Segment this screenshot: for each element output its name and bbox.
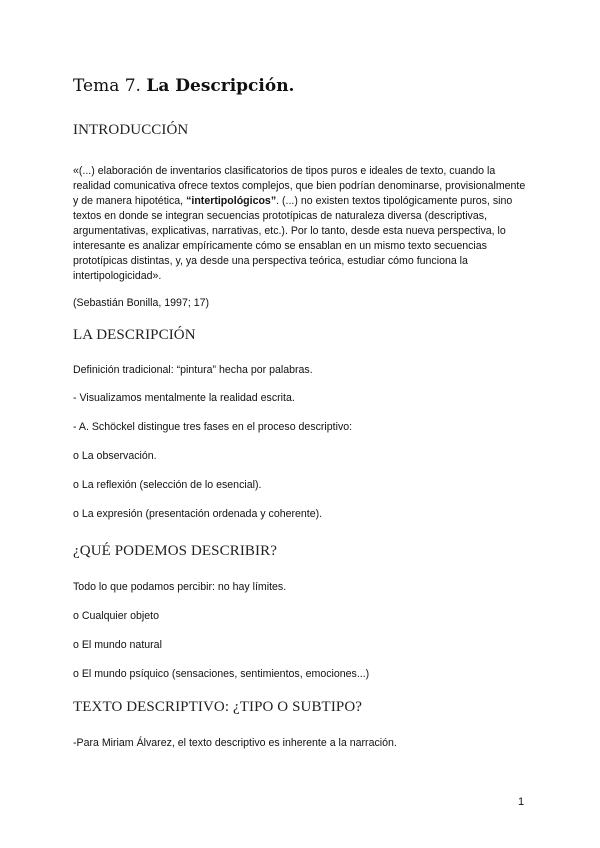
descripcion-line: o La observación. xyxy=(73,450,157,462)
quote-bold-term: “intertipológicos” xyxy=(186,195,277,207)
describir-line: Todo lo que podamos percibir: no hay límites. xyxy=(73,581,287,593)
heading-texto-descriptivo: TEXTO DESCRIPTIVO: ¿TIPO O SUBTIPO? xyxy=(73,699,363,715)
descripcion-line: o La reflexión (selección de lo esencial). xyxy=(73,479,262,491)
quote-text-end: . (...) no existen textos tipológicamente puros, sino textos en donde se integran secuencias prototípicas de naturaleza diversa (descriptivas, argumentativas, explicativas, narrativas, etc.). Por lo tanto, desde esta nueva perspectiva, lo interesante es analizar empíricamente cómo se ensablan en un mismo texto secuencias prototípicas distintas, y, ya desde una perspectiva teórica, estudiar cómo funciona la intertipologicidad». xyxy=(73,195,513,282)
describir-line: o El mundo psíquico (sensaciones, sentimientos, emociones...) xyxy=(73,668,370,680)
descripcion-line: Definición tradicional: “pintura” hecha por palabras. xyxy=(73,364,313,376)
heading-que-podemos-describir: ¿QUÉ PODEMOS DESCRIBIR? xyxy=(73,543,277,559)
title-main: La Descripción. xyxy=(146,76,295,96)
descripcion-line: o La expresión (presentación ordenada y coherente). xyxy=(73,508,323,520)
describir-line: o Cualquier objeto xyxy=(73,610,159,622)
texto-descriptivo-line: -Para Miriam Álvarez, el texto descriptivo es inherente a la narración. xyxy=(73,737,397,749)
intro-citation: (Sebastián Bonilla, 1997; 17) xyxy=(73,297,210,309)
page-number: 1 xyxy=(518,796,525,808)
intro-quote xyxy=(73,164,533,284)
describir-line: o El mundo natural xyxy=(73,639,162,651)
descripcion-line: - A. Schöckel distingue tres fases en el proceso descriptivo: xyxy=(73,421,353,433)
heading-la-descripcion: LA DESCRIPCIÓN xyxy=(73,327,196,343)
title-prefix: Tema 7. xyxy=(73,76,147,96)
quote-text-start: «(...) elaboración de inventarios clasificatorios de tipos puros e ideales de texto, cuando la realidad comunicativa ofrece textos complejos, que bien podrían denominarse, provisionalmente y de manera hipotética, xyxy=(73,165,526,207)
page-title xyxy=(73,76,294,96)
descripcion-line: - Visualizamos mentalmente la realidad escrita. xyxy=(73,392,295,404)
heading-introduccion: INTRODUCCIÓN xyxy=(73,122,189,138)
